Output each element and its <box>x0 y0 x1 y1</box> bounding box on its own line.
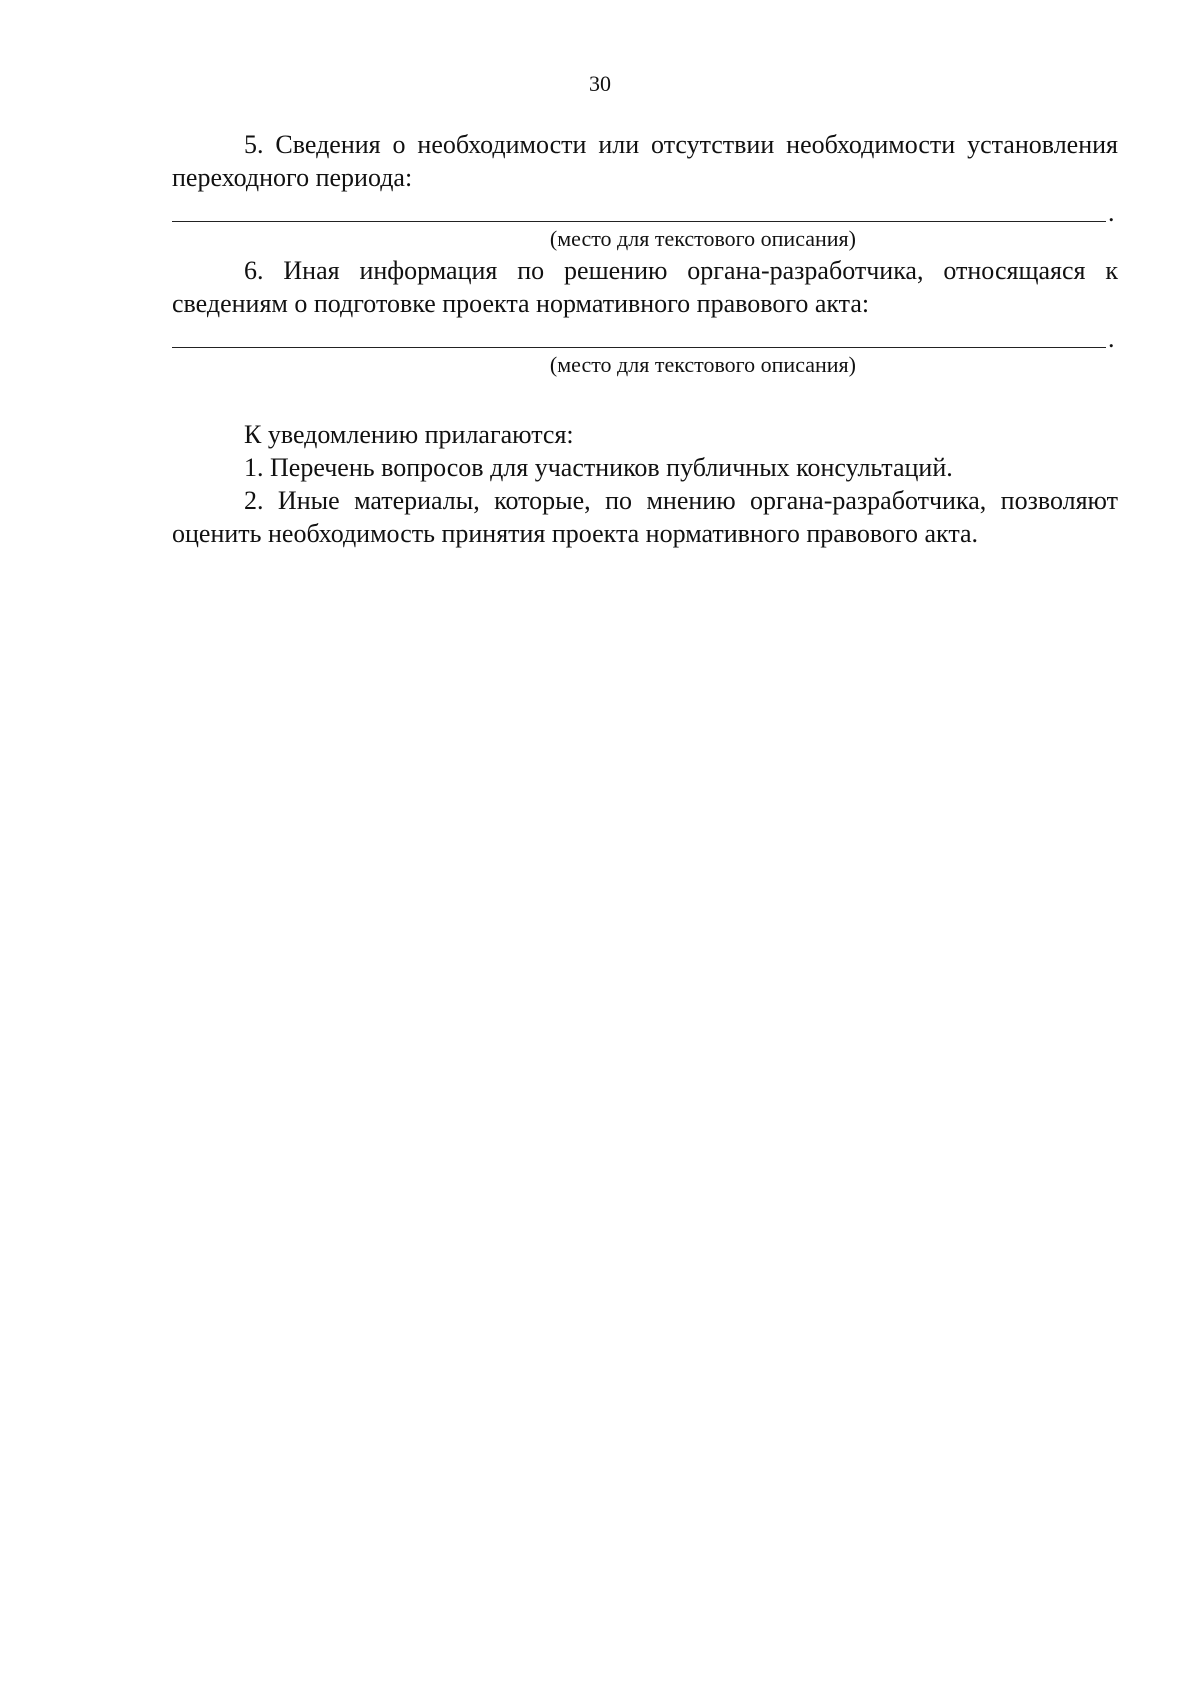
attachments-heading: К уведомлению прилагаются: <box>244 420 574 449</box>
section-6-caption: (место для текстового описания) <box>549 352 856 377</box>
attachment-item-2: 2. Иные материалы, которые, по мнению органа-разработчика, позволяют оценить необходимость принятия проекта нормативного правового акта. <box>172 486 1118 548</box>
section-6-fill-line <box>172 320 1118 352</box>
line-end-period: . <box>1108 198 1115 227</box>
page-number: 30 <box>589 71 611 96</box>
document-body <box>172 128 1118 550</box>
blank-underline <box>172 347 1106 348</box>
spacer <box>172 380 1118 418</box>
section-5-text: 5. Сведения о необходимости или отсутствии необходимости установления переходного периода: <box>172 130 1118 192</box>
section-5-fill-line <box>172 194 1118 226</box>
line-end-period: . <box>1108 324 1115 353</box>
section-6-text: 6. Иная информация по решению органа-разработчика, относящаяся к сведениям о подготовке проекта нормативного правового акта: <box>172 256 1118 318</box>
section-5-caption: (место для текстового описания) <box>549 226 856 251</box>
attachment-item-1: 1. Перечень вопросов для участников публичных консультаций. <box>244 453 953 482</box>
blank-underline <box>172 221 1106 222</box>
